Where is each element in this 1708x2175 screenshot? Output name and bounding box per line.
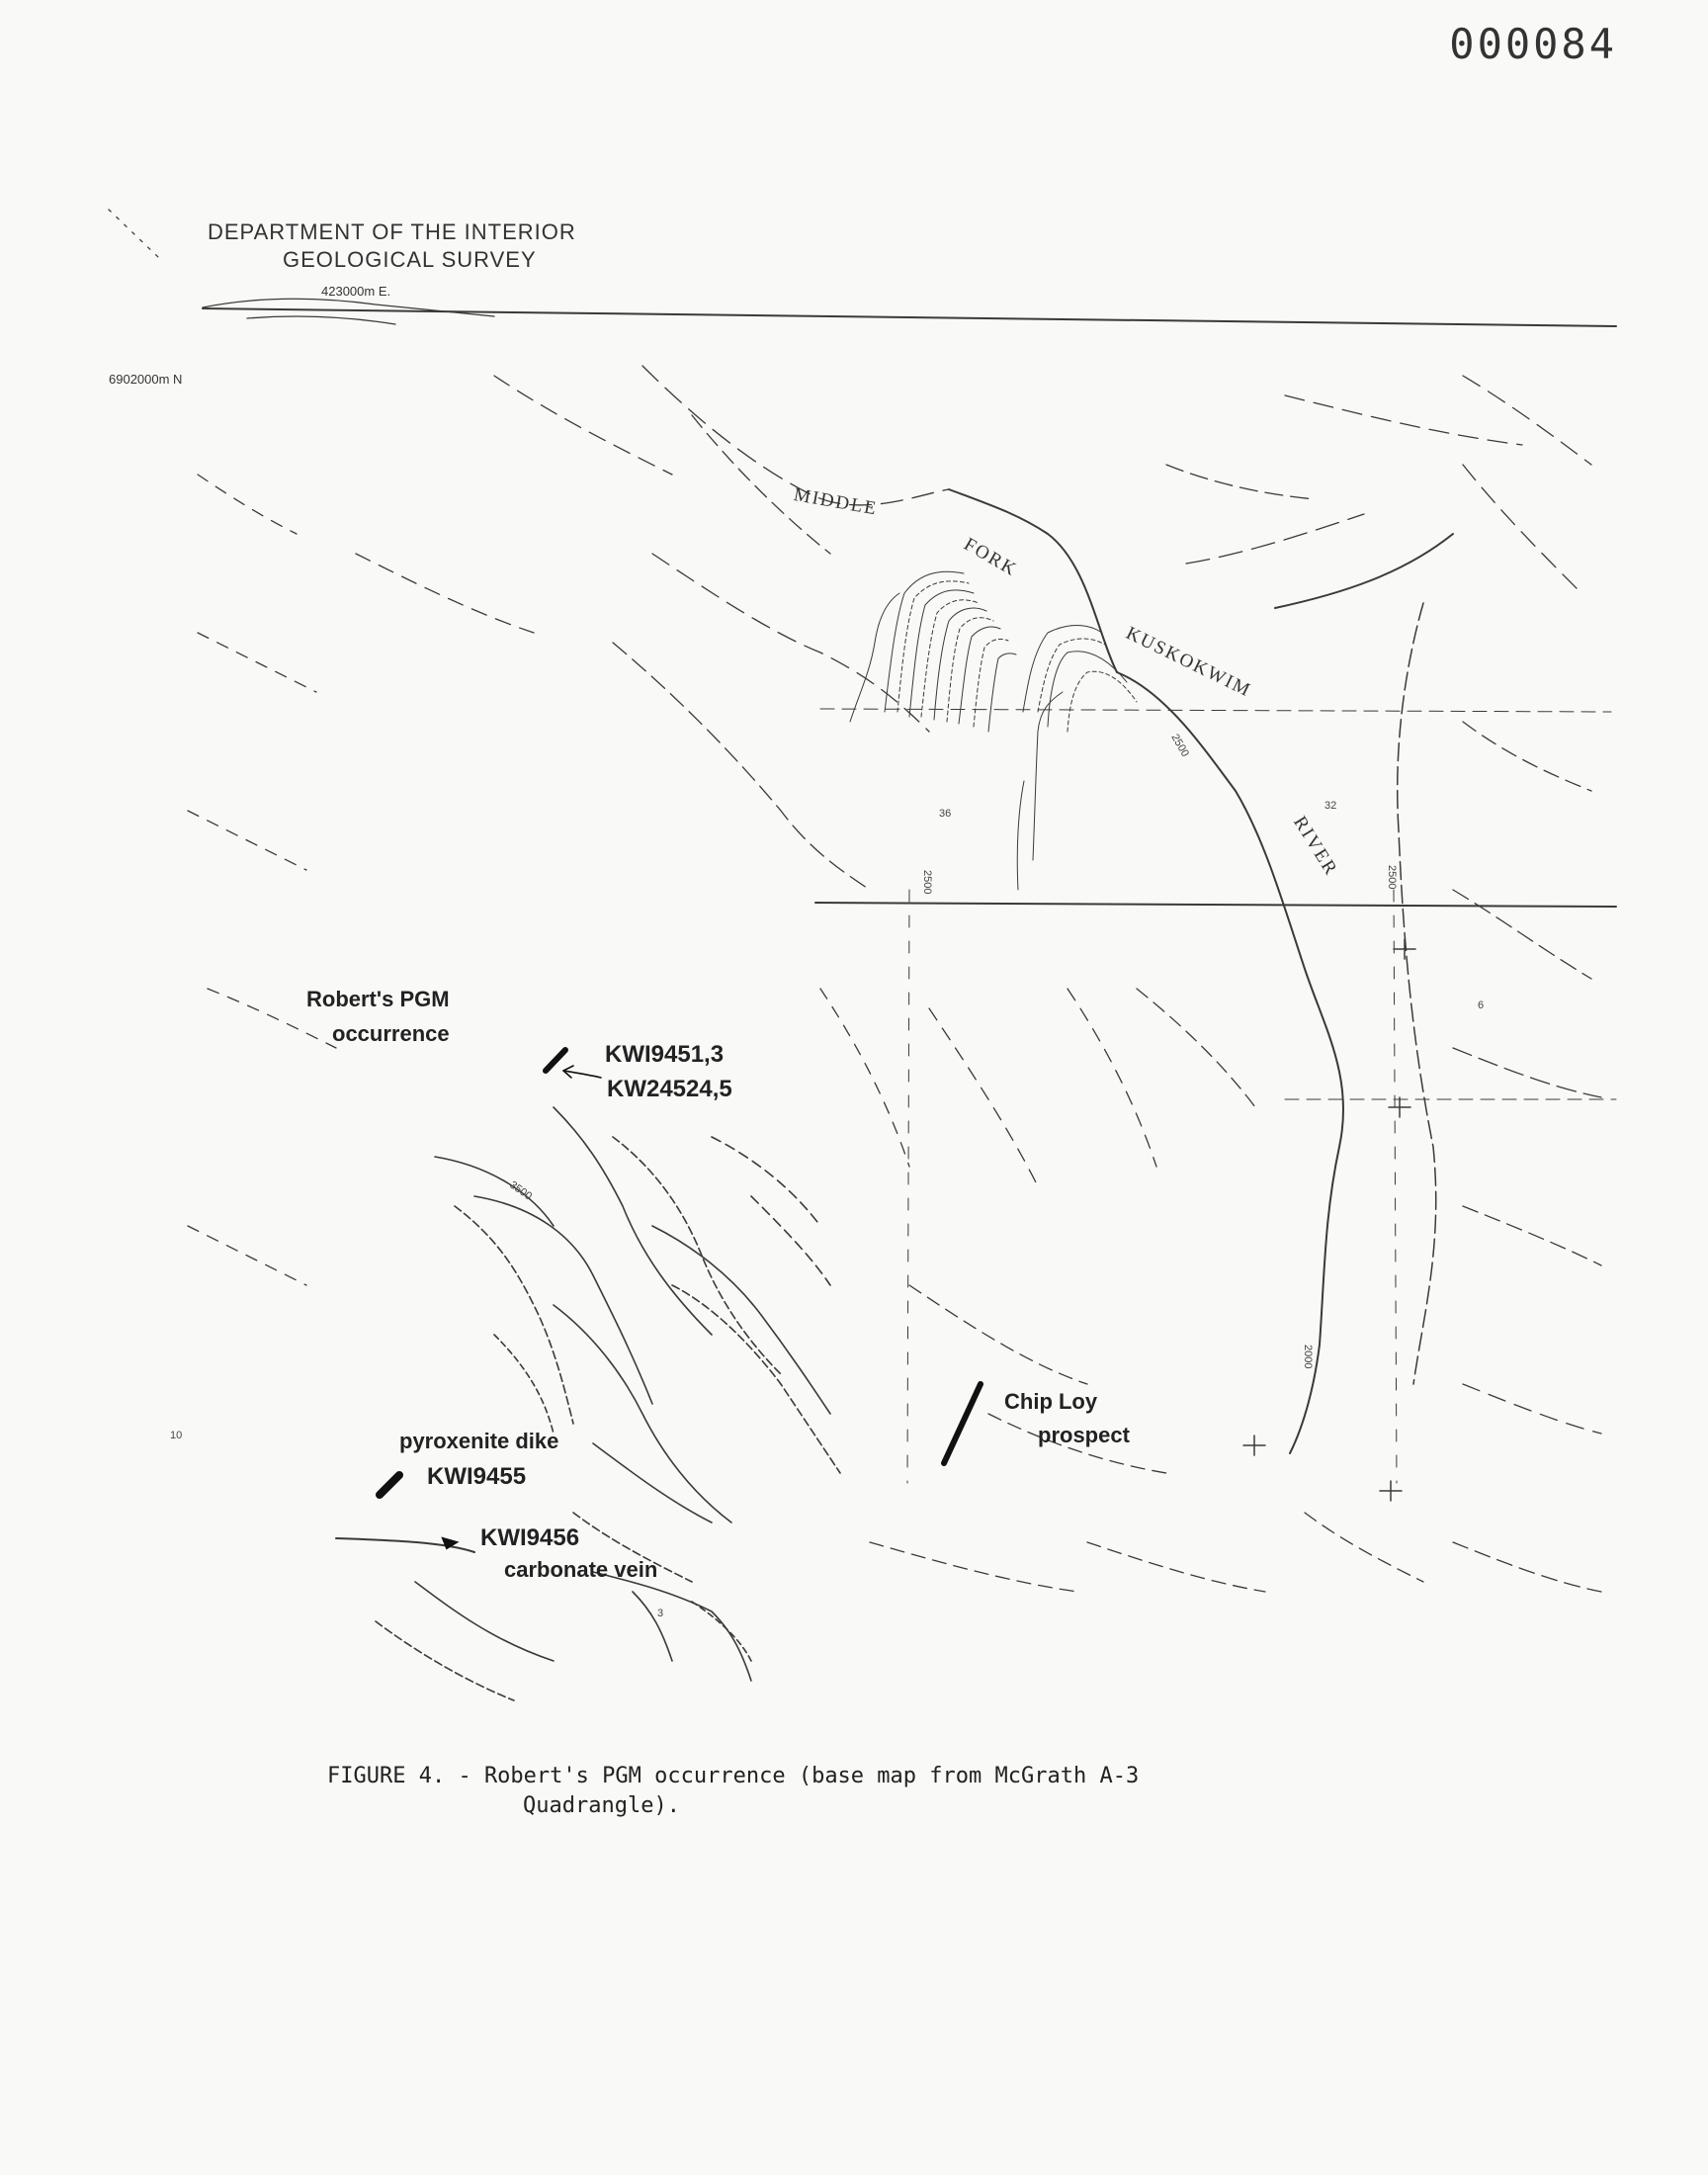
svg-text:2000: 2000 — [1302, 1345, 1314, 1369]
prospect-label: prospect — [1038, 1423, 1130, 1447]
contour-bundle — [850, 571, 1137, 890]
svg-text:32: 32 — [1324, 800, 1337, 812]
map-header-survey: GEOLOGICAL SURVEY — [283, 247, 537, 272]
pyroxenite-dike-marker — [380, 1475, 399, 1495]
roberts-occurrence-label: occurrence — [332, 1021, 450, 1046]
sample-label-kwi9456: KWI9456 — [480, 1524, 580, 1551]
chip-loy-label: Chip Loy — [1004, 1389, 1098, 1414]
river-label-middle: MIDDLE — [792, 484, 880, 520]
figure-caption-line2: Quadrangle). — [523, 1793, 680, 1818]
easting-label: 423000m E. — [321, 284, 391, 299]
sample-label-kwi9455: KWI9455 — [427, 1463, 527, 1490]
river-label-river: RIVER — [1289, 813, 1342, 880]
river-label-fork: FORK — [960, 534, 1021, 581]
pgm-occurrence-marker — [546, 1050, 601, 1078]
stream-line — [1398, 603, 1436, 1384]
svg-text:3500: 3500 — [507, 1178, 535, 1203]
svg-text:2500: 2500 — [1386, 865, 1398, 890]
header-underline — [109, 210, 494, 324]
northing-label: 6902000m N — [109, 372, 183, 387]
map-header-department: DEPARTMENT OF THE INTERIOR — [208, 219, 576, 244]
map-neatline — [203, 308, 1616, 326]
figure-caption — [327, 1762, 1139, 1821]
grid-line-horizontal — [820, 709, 1611, 712]
contour-elevation-labels — [170, 733, 1484, 1620]
sample-label-kwi9451: KWI9451,3 — [605, 1041, 725, 1068]
svg-text:2500: 2500 — [921, 870, 933, 895]
carbonate-vein-label: carbonate vein — [504, 1557, 658, 1582]
hill-contours — [336, 1107, 840, 1700]
contour-lines — [188, 366, 1601, 1592]
svg-text:36: 36 — [939, 808, 952, 820]
river-label-kuskokwim: KUSKOKWIM — [1122, 623, 1255, 702]
pyroxenite-dike-label: pyroxenite dike — [399, 1429, 559, 1453]
sample-label-kw24524: KW24524,5 — [607, 1076, 732, 1102]
grid-line-vertical — [1394, 890, 1397, 1483]
grid-line-vertical — [907, 890, 909, 1483]
chip-loy-prospect-marker — [944, 1384, 981, 1463]
svg-text:10: 10 — [170, 1430, 183, 1441]
svg-text:2500: 2500 — [1168, 732, 1192, 759]
grid-line-horizontal — [815, 903, 1616, 907]
svg-text:6: 6 — [1478, 1000, 1485, 1011]
page-number: 000084 — [1449, 20, 1617, 68]
survey-crosses — [1243, 939, 1415, 1501]
roberts-pgm-label: Robert's PGM — [306, 987, 450, 1011]
figure-caption-line1: FIGURE 4. - Robert's PGM occurrence (base map from McGrath A-3 — [327, 1764, 1140, 1788]
svg-text:3: 3 — [657, 1608, 664, 1619]
